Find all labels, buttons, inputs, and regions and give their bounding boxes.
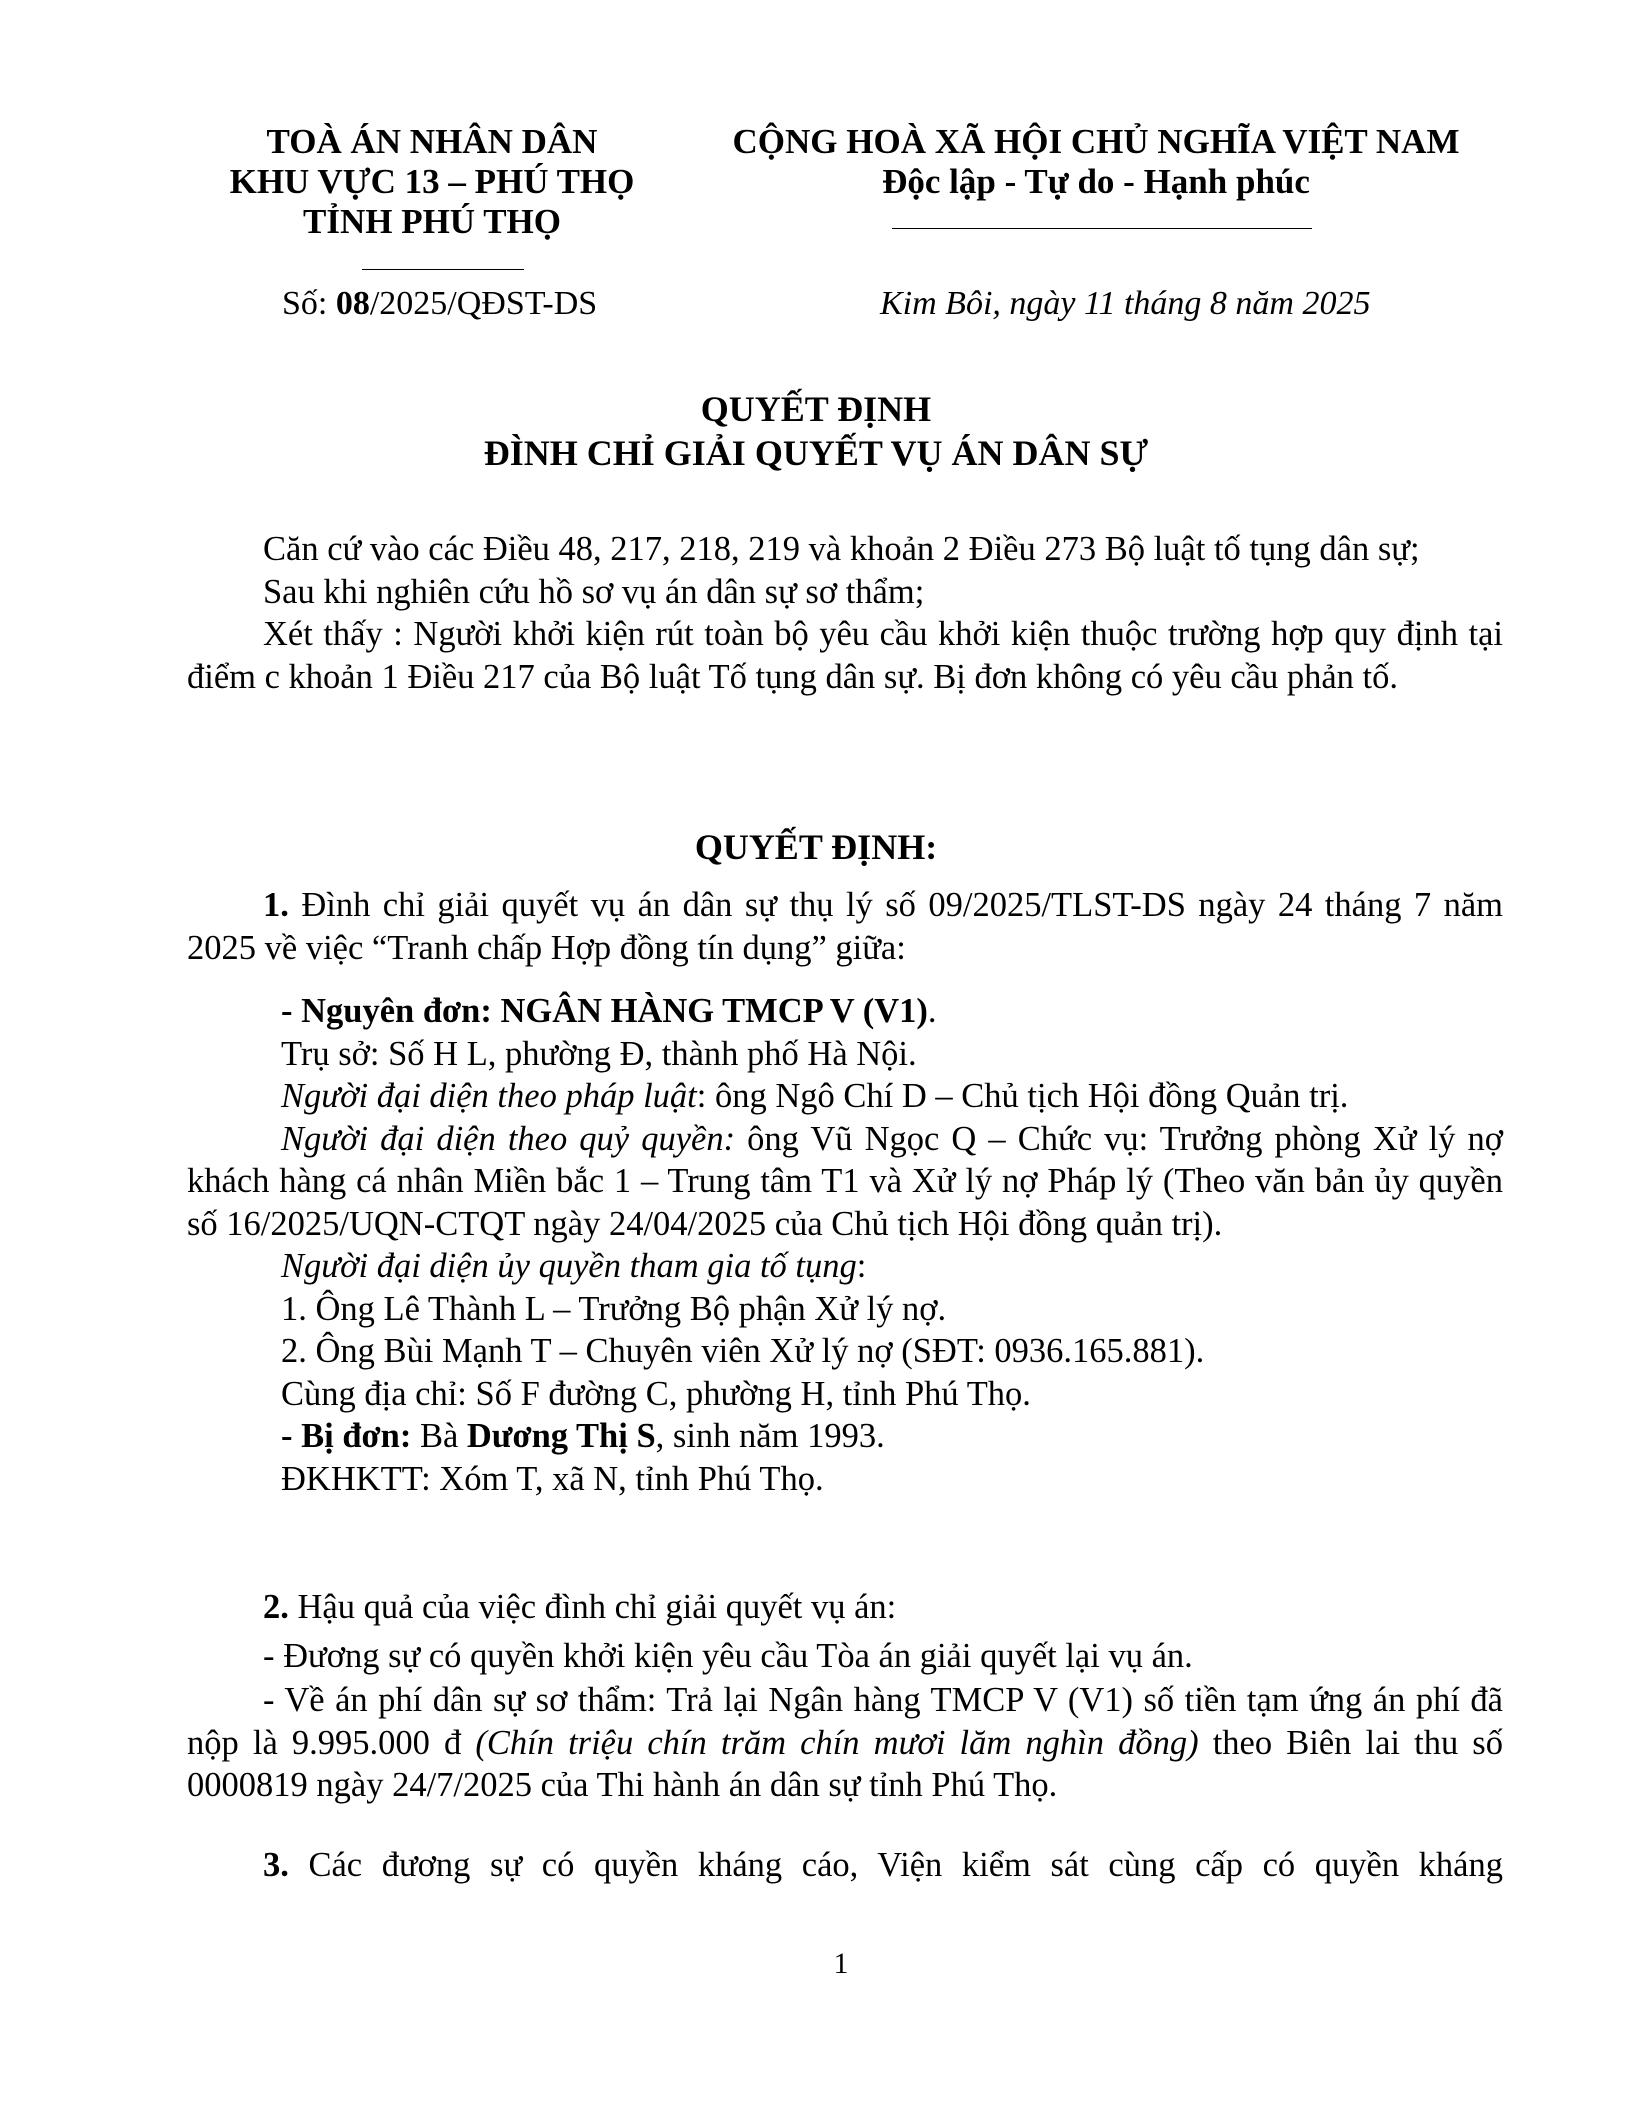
decision-heading: QUYẾT ĐỊNH: (694, 827, 938, 867)
common-address: Cùng địa chỉ: Số F đường C, phường H, tỉnh Phú Thọ. (281, 1374, 1031, 1413)
decision-subtitle: ĐÌNH CHỈ GIẢI QUYẾT VỤ ÁN DÂN SỰ (483, 433, 1149, 473)
item-2-bullet-2 (187, 1679, 1503, 1807)
left-header-rule (362, 269, 524, 270)
plaintiff-litigation-rep (187, 1245, 1503, 1288)
plaintiff-legal-rep (187, 1075, 1503, 1118)
item-3-text (187, 1844, 1503, 1887)
right-header-rule (892, 228, 1312, 229)
item-2-text: Hậu quả của việc đình chỉ giải quyết vụ án: (288, 1588, 897, 1626)
plaintiff-name-end: . (927, 992, 937, 1030)
item-2-heading (187, 1586, 1503, 1629)
plaintiff-name: NGÂN HÀNG TMCP V (V1) (500, 992, 928, 1030)
defendant-line (187, 1415, 1503, 1458)
litigation-rep-colon: : (856, 1247, 867, 1285)
plaintiff-block (187, 990, 1503, 1500)
defendant-prefix: Bà (411, 1417, 467, 1455)
representative-2: 2. Ông Bùi Mạnh T – Chuyên viên Xử lý nợ (SĐT: 0936.165.881). (281, 1332, 1205, 1370)
representative-1: 1. Ông Lê Thành L – Trưởng Bộ phận Xử lý nợ. (281, 1289, 947, 1328)
item-2-number: 2. (263, 1588, 289, 1626)
motto: Độc lập - Tự do - Hạnh phúc (882, 162, 1310, 201)
document-number-bold: 08 (335, 285, 370, 322)
item-1-number: 1. (263, 886, 289, 924)
court-name-line3: TỈNH PHÚ THỌ (302, 202, 561, 241)
auth-rep-text: ông Vũ Ngọc Q – Chức vụ: Trưởng phòng Xử lý nợ khách hàng cá nhân Miền bắc 1 – Trung tâm T1 và Xử lý nợ Pháp lý (Theo văn bản ủy quyền số 16/2025/UQN-CTQT ngày 24/04/2025 của Chủ tịch Hội đồng quản trị). (187, 1119, 1503, 1243)
item-2 (187, 1586, 1503, 1807)
defendant-label: - Bị đơn: (281, 1417, 412, 1455)
preamble-finding: Xét thấy : Người khởi kiện rút toàn bộ yêu cầu khởi kiện thuộc trường hợp quy định tại điểm c khoản 1 Điều 217 của Bộ luật Tố tụng dân sự. Bị đơn không có yêu cầu phản tố. (187, 615, 1503, 696)
item-1-body: Đình chỉ giải quyết vụ án dân sự thụ lý số 09/2025/TLST-DS ngày 24 tháng 7 năm 2025 về việc “Tranh chấp Hợp đồng tín dụng” giữa: (187, 886, 1503, 967)
item-3 (187, 1844, 1503, 1887)
item-3-body: Các đương sự có quyền kháng cáo, Viện kiểm sát cùng cấp có quyền kháng (288, 1846, 1503, 1884)
country-name: CỘNG HOÀ XÃ HỘI CHỦ NGHĨA VIỆT NAM (732, 122, 1460, 161)
document-number-suffix: /2025/QĐST-DS (369, 285, 598, 322)
plaintiff-address: Trụ sở: Số H L, phường Đ, thành phố Hà Nội. (281, 1034, 917, 1073)
document-number (282, 284, 597, 324)
place-date: Kim Bôi, ngày 11 tháng 8 năm 2025 (880, 285, 1371, 322)
item-2-bullet-2-b: theo Biên lai thu số 0000819 ngày 24/7/2025 của Thi hành án dân sự tỉnh Phú Thọ. (187, 1723, 1503, 1804)
legal-rep-text: : ông Ngô Chí D – Chủ tịch Hội đồng Quản trị. (696, 1077, 1349, 1115)
preamble (187, 528, 1503, 698)
defendant-name: Dương Thị S (466, 1417, 656, 1455)
defendant-suffix: , sinh năm 1993. (655, 1417, 885, 1455)
court-name-block (190, 122, 674, 242)
item-1-text (187, 884, 1503, 969)
preamble-review: Sau khi nghiên cứu hồ sơ vụ án dân sự sơ thẩm; (263, 572, 925, 611)
decision-title: QUYẾT ĐỊNH (700, 389, 932, 429)
plaintiff-label: - Nguyên đơn: (281, 992, 501, 1030)
item-2-bullet-2-a: - Về án phí dân sự sơ thẩm: Trả lại Ngân hàng TMCP V (V1) số tiền tạm ứng án phí đã nộp là 9.995.000 đ (187, 1681, 1503, 1762)
defendant-address: ĐKHKTT: Xóm T, xã N, tỉnh Phú Thọ. (281, 1459, 824, 1498)
item-2-bullet-1: - Đương sự có quyền khởi kiện yêu cầu Tòa án giải quyết lại vụ án. (263, 1636, 1193, 1675)
document-number-prefix: Số: (282, 285, 336, 322)
page-number: 1 (833, 1947, 849, 1980)
court-name-line1: TOÀ ÁN NHÂN DÂN (266, 122, 598, 161)
preamble-legal-basis: Căn cứ vào các Điều 48, 217, 218, 219 và khoản 2 Điều 273 Bộ luật tố tụng dân sự; (263, 530, 1420, 568)
auth-rep-label: Người đại diện theo quỷ quyền: (281, 1119, 736, 1158)
item-3-number: 3. (263, 1846, 289, 1884)
item-1 (187, 884, 1503, 969)
national-motto-block (716, 122, 1476, 202)
legal-rep-label: Người đại diện theo pháp luật (281, 1077, 697, 1115)
plaintiff-auth-rep (187, 1118, 1503, 1246)
item-2-bullet-2-italic: (Chín triệu chín trăm chín mươi lăm nghìn đồng) (475, 1723, 1199, 1762)
court-name-line2: KHU VỰC 13 – PHÚ THỌ (229, 162, 635, 201)
litigation-rep-label: Người đại diện ủy quyền tham gia tố tụng (281, 1247, 857, 1285)
plaintiff-line (187, 990, 1503, 1033)
